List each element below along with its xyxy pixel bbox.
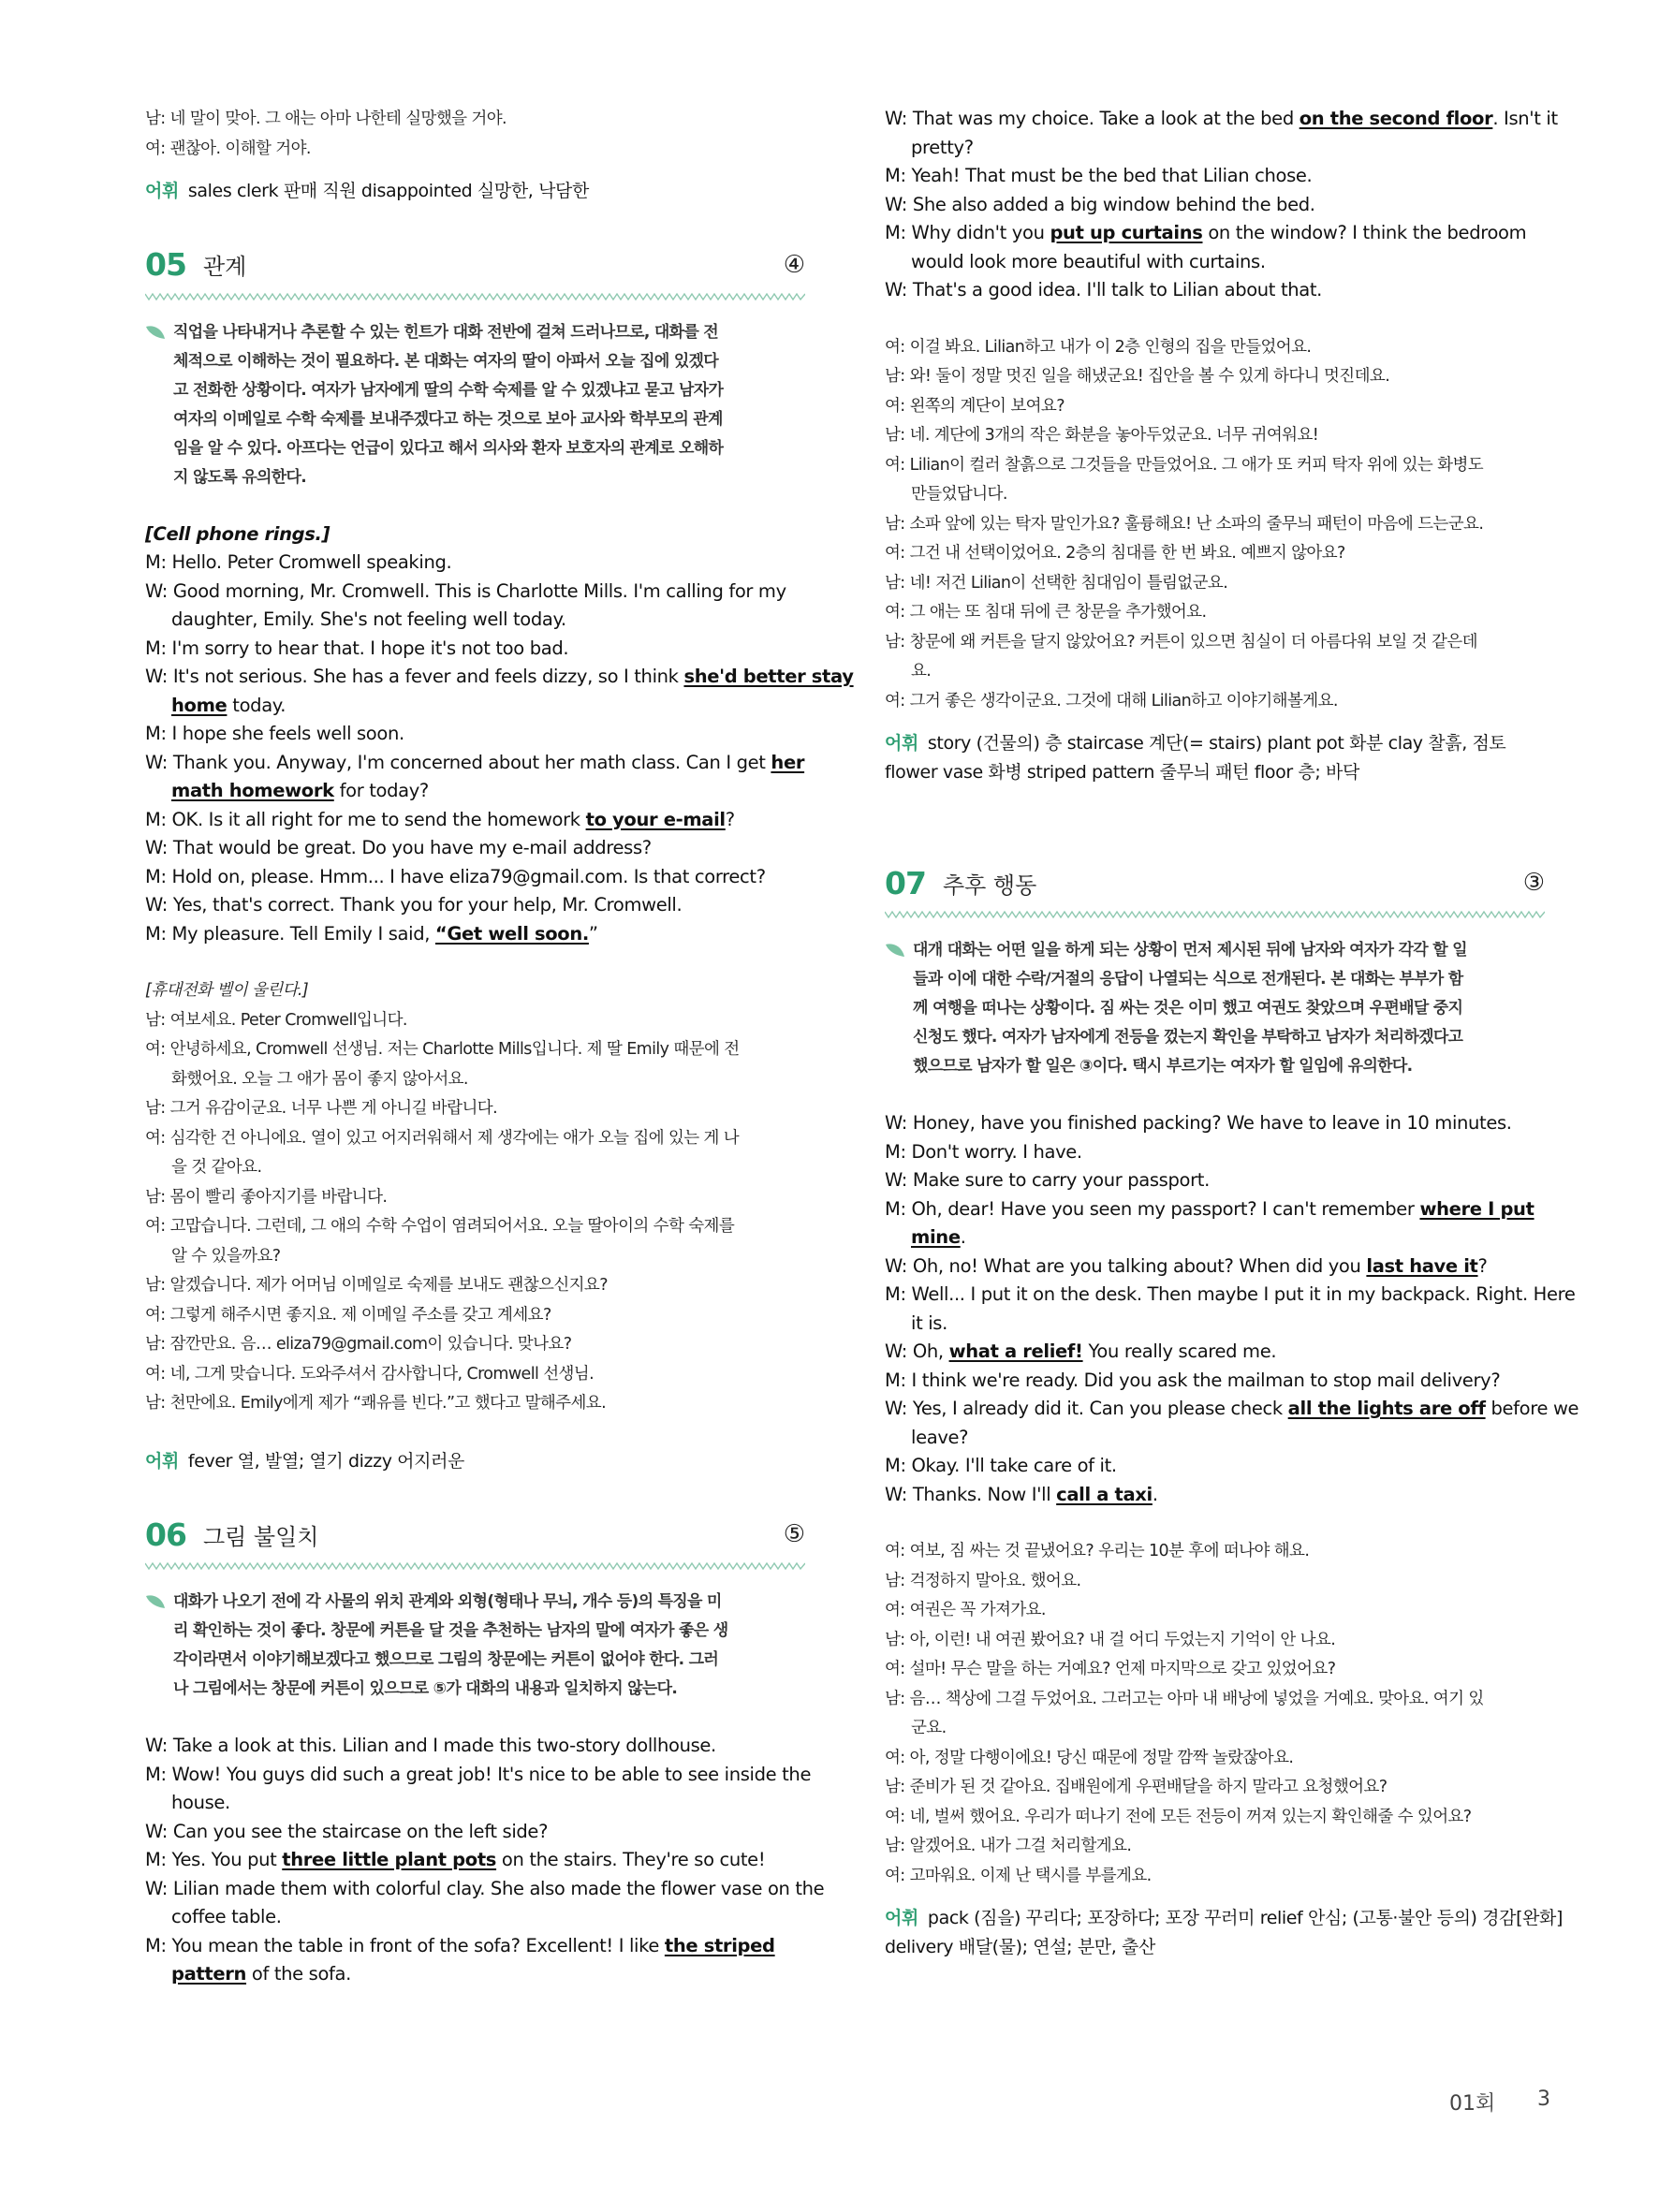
dialogue-kr-line: 남: 알겠습니다. 제가 어머님 이메일로 숙제를 보내도 괜찮으신지요? [145, 1276, 608, 1295]
dialogue-line: would look more beautiful with curtains. [911, 250, 1266, 272]
dialogue-line [885, 1195, 1545, 1224]
dialogue-kr-line: 여: 설마! 무슨 말을 하는 거예요? 언제 마지막으로 갖고 있었어요? [885, 1660, 1336, 1678]
vocab-box [885, 1904, 1564, 1933]
dialogue-text: ? [1477, 1254, 1488, 1277]
dialogue-kr-line: 여: 왼쪽의 계단이 보여요? [885, 396, 1065, 416]
hint-box [885, 936, 1545, 1081]
dialogue-line: M: Hello. Peter Cromwell speaking. [145, 551, 452, 573]
dialogue-text: of the sofa. [246, 1963, 351, 1985]
dialogue-line [145, 806, 805, 835]
answer-phrase: home [171, 694, 228, 716]
dialogue-kr-line: 여: 안녕하세요, Cromwell 선생님. 저는 Charlotte Mills입니다. 제 딸 Emily 때문에 전 [145, 1040, 740, 1059]
episode-label: 01회 [1449, 2092, 1496, 2116]
section-title: 관계 [202, 254, 247, 280]
dialogue-kr-line: 남: 네 말이 맞아. 그 애는 아마 나한테 실망했을 거야. [145, 110, 507, 128]
dialogue-kr-line: 남: 아, 이런! 내 여권 봤어요? 내 걸 어디 두었는지 기억이 안 나요. [885, 1630, 1336, 1649]
dialogue-text: W: Thanks. Now I'll [885, 1483, 1057, 1505]
hint-line: 고 전화한 상황이다. 여자가 남자에게 딸의 수학 숙제를 알 수 있겠냐고 묻고 남자가 [173, 380, 724, 400]
dialogue-text: M: Yes. You put [145, 1849, 283, 1870]
dialogue-line: it is. [911, 1311, 947, 1334]
dialogue-kr-line: 남: 몸이 빨리 좋아지기를 바랍니다. [145, 1187, 388, 1207]
answer-mark: ④ [783, 250, 805, 279]
dialogue-text: before we [1485, 1398, 1579, 1419]
dialogue-line: leave? [911, 1426, 969, 1448]
hint-line: 들과 이에 대한 수락/거절의 응답이 나열되는 식으로 전개된다. 본 대화는 부부가 함 [913, 970, 1463, 989]
dialogue-line: pretty? [911, 136, 974, 158]
vocab-box [145, 1447, 805, 1476]
hint-line: 대화가 나오기 전에 각 사물의 위치 관계와 외형(형태나 무늬, 개수 등)의 특징을 미 [173, 1592, 722, 1611]
answer-phrase: where I put [1419, 1197, 1534, 1220]
answer-phrase: what a relief! [948, 1340, 1083, 1362]
vocab-text: pack (짐을) 꾸리다; 포장하다; 포장 꾸러미 relief 안심; (고통·불안 등의) 경감[완화] [927, 1908, 1564, 1928]
answer-phrase: to your e-mail [585, 808, 726, 830]
stage-direction-kr: [휴대전화 벨이 울린다.] [145, 981, 309, 1000]
section-header-05 [145, 243, 805, 286]
dialogue-text: M: Why didn't you [885, 222, 1050, 243]
answer-phrase: her [771, 751, 805, 773]
dialogue-line [145, 920, 805, 949]
hint-box [145, 1588, 805, 1704]
dialogue-text: . [1152, 1483, 1158, 1505]
dialogue-kr-line: 남: 천만에요. Emily에게 제가 “쾌유를 빈다.”고 했다고 말해주세요. [145, 1394, 607, 1413]
leaf-icon [145, 1593, 166, 1610]
dialogue-text: M: OK. Is it all right for me to send the homework [145, 808, 586, 830]
answer-phrase: three little plant pots [282, 1849, 497, 1870]
dialogue-kr-line: 화했어요. 오늘 그 애가 몸이 좋지 않아서요. [171, 1069, 468, 1089]
dialogue-kr-line: 여: 여보, 짐 싸는 것 끝냈어요? 우리는 10분 후에 떠나야 해요. [885, 1542, 1310, 1560]
dialogue-kr-line: 여: 그거 좋은 생각이군요. 그것에 대해 Lilian하고 이야기해볼게요. [885, 691, 1338, 710]
dialogue-line: M: I'm sorry to hear that. I hope it's not too bad. [145, 637, 569, 659]
leaf-icon [145, 324, 166, 341]
dialogue-line: W: Honey, have you finished packing? We have to leave in 10 minutes. [885, 1112, 1512, 1134]
dialogue-kr-line: 여: 네, 벌써 했어요. 우리가 떠나기 전에 모든 전등이 꺼져 있는지 확인해줄 수 있어요? [885, 1807, 1472, 1826]
answer-phrase: pattern [171, 1963, 247, 1985]
hint-line: 여자의 이메일로 수학 숙제를 보내주겠다고 하는 것으로 보아 교사와 학부모의 관계 [173, 409, 723, 429]
dialogue-kr-line: 남: 와! 둘이 정말 멋진 일을 해냈군요! 집안을 볼 수 있게 하다니 멋진데요. [885, 367, 1390, 386]
zigzag-divider [145, 1561, 805, 1571]
right-column [885, 105, 1579, 1961]
answer-phrase: the striped [664, 1934, 775, 1956]
dialogue-line: W: Good morning, Mr. Cromwell. This is Charlotte Mills. I'm calling for my [145, 579, 786, 602]
dialogue-text: on the window? I think the bedroom [1202, 222, 1527, 243]
dialogue-line: coffee table. [171, 1906, 282, 1927]
hint-box [145, 318, 805, 492]
dialogue-text: W: Oh, no! What are you talking about? When did you [885, 1254, 1367, 1277]
answer-mark: ⑤ [783, 1520, 805, 1548]
dialogue-kr-line: 만들었답니다. [911, 485, 1007, 504]
hint-line: 체적으로 이해하는 것이 필요하다. 본 대화는 여자의 딸이 아파서 오늘 집에 있겠다 [173, 351, 718, 371]
dialogue-line [885, 219, 1545, 248]
dialogue-kr-line: 남: 창문에 왜 커튼을 달지 않았어요? 커튼이 있으면 침실이 더 아름다워 보일 것 같은데 [885, 632, 1477, 652]
dialogue-line: M: Wow! You guys did such a great job! It's nice to be able to see inside the [145, 1763, 812, 1785]
vocab-label: 어휘 [885, 733, 918, 754]
vocab-label: 어휘 [145, 181, 179, 201]
dialogue-kr-line: 남: 음… 책상에 그걸 두었어요. 그러고는 아마 내 배낭에 넣었을 거예요. 맞아요. 여기 있 [885, 1689, 1484, 1708]
zigzag-divider [885, 910, 1545, 919]
page-number: 3 [1537, 2087, 1550, 2111]
hint-line: 대개 대화는 어떤 일을 하게 되는 상황이 먼저 제시된 뒤에 남자와 여자가 각각 할 일 [913, 941, 1467, 960]
dialogue-line: W: Make sure to carry your passport. [885, 1169, 1210, 1191]
vocab-text: story (건물의) 층 staircase 계단(= stairs) plant pot 화분 clay 찰흙, 점토 [927, 733, 1506, 754]
dialogue-text: . Isn't it [1492, 108, 1558, 129]
dialogue-line [885, 1338, 1545, 1367]
dialogue-text: You really scared me. [1082, 1340, 1277, 1362]
vocab-text: fever 열, 발열; 열기 dizzy 어지러운 [187, 1450, 465, 1472]
left-column [145, 105, 854, 1989]
dialogue-kr-line: 남: 여보세요. Peter Cromwell입니다. [145, 1010, 407, 1030]
leaf-icon [885, 942, 905, 959]
dialogue-line: M: Hold on, please. Hmm... I have eliza79@gmail.com. Is that correct? [145, 865, 766, 887]
dialogue-line [145, 663, 854, 692]
dialogue-line [885, 1223, 1545, 1252]
dialogue-text: W: Yes, I already did it. Can you please check [885, 1398, 1288, 1419]
hint-line: 나 그림에서는 창문에 커튼이 있으므로 ⑤가 대화의 내용과 일치하지 않는다. [173, 1679, 678, 1698]
hint-line: 임을 알 수 있다. 아프다는 언급이 있다고 해서 의사와 환자 보호자의 관계로 오해하 [173, 438, 724, 458]
dialogue-line: M: I hope she feels well soon. [145, 723, 404, 744]
dialogue-text: W: Oh, [885, 1340, 949, 1362]
dialogue-line: house. [171, 1792, 230, 1813]
dialogue-line: W: Take a look at this. Lilian and I made this two-story dollhouse. [145, 1735, 716, 1756]
section-title: 그림 불일치 [202, 1523, 319, 1550]
section-header-06 [145, 1513, 805, 1556]
dialogue-text: M: Oh, dear! Have you seen my passport? I can't remember [885, 1197, 1420, 1220]
section-number: 06 [145, 1516, 186, 1553]
dialogue-kr-line: 요. [911, 662, 932, 681]
dialogue-kr-line: 군요. [911, 1719, 947, 1737]
dialogue-kr-line: 남: 걱정하지 말아요. 했어요. [885, 1571, 1081, 1590]
dialogue-line [145, 1932, 805, 1961]
answer-phrase: mine [911, 1226, 961, 1248]
vocab-text: flower vase 화병 striped pattern 줄무늬 패턴 floor 층; 바닥 [885, 761, 1359, 783]
dialogue-line: W: Can you see the staircase on the left side? [145, 1820, 549, 1842]
dialogue-kr-line: 알 수 있을까요? [171, 1246, 281, 1266]
answer-phrase: put up curtains [1050, 222, 1203, 243]
stage-direction: [Cell phone rings.] [145, 522, 330, 545]
dialogue-line: M: Okay. I'll take care of it. [885, 1455, 1117, 1476]
dialogue-line [885, 1252, 1545, 1282]
dialogue-line: M: I think we're ready. Did you ask the mailman to stop mail delivery? [885, 1369, 1501, 1391]
dialogue-text: ” [588, 922, 598, 945]
dialogue-line [145, 692, 805, 721]
answer-mark: ③ [1522, 869, 1545, 897]
dialogue-text: M: You mean the table in front of the sofa? Excellent! I like [145, 1934, 665, 1956]
section-number: 05 [145, 246, 186, 283]
answer-phrase: all the lights are off [1287, 1398, 1486, 1419]
answer-phrase: she'd better stay [683, 666, 854, 687]
dialogue-text: . [960, 1226, 966, 1248]
hint-line: 리 확인하는 것이 좋다. 창문에 커튼을 달 것을 추천하는 남자의 말에 여자가 좋은 생 [173, 1621, 728, 1640]
dialogue-kr-line: 남: 소파 앞에 있는 탁자 말인가요? 훌륭해요! 난 소파의 줄무늬 패턴이 마음에 드는군요. [885, 514, 1484, 534]
dialogue-line [145, 777, 805, 806]
dialogue-kr-line: 남: 네. 계단에 3개의 작은 화분을 놓아두었군요. 너무 귀여워요! [885, 426, 1319, 445]
hint-line: 각이라면서 이야기해보겠다고 했으므로 그림의 창문에는 커튼이 없어야 한다. 그러 [173, 1650, 719, 1669]
dialogue-kr-line: 여: 그렇게 해주시면 좋지요. 제 이메일 주소를 갖고 계세요? [145, 1305, 551, 1325]
dialogue-line: daughter, Emily. She's not feeling well today. [171, 608, 566, 630]
dialogue-line [145, 749, 805, 778]
vocab-label: 어휘 [885, 1908, 918, 1928]
hint-line: 지 않도록 유의한다. [173, 467, 306, 487]
dialogue-kr-line: 여: Lilian이 컬러 찰흙으로 그것들을 만들었어요. 그 애가 또 커피 탁자 위에 있는 화병도 [885, 455, 1484, 475]
hint-line: 직업을 나타내거나 추론할 수 있는 힌트가 대화 전반에 걸쳐 드러나므로, 대화를 전 [173, 322, 718, 342]
hint-line: 신청도 했다. 여자가 남자에게 전등을 껐는지 확인을 부탁하고 남자가 처리하겠다고 [913, 1028, 1463, 1047]
dialogue-kr-line: 여: 괜찮아. 이해할 거야. [145, 139, 311, 158]
dialogue-line [885, 1481, 1545, 1510]
dialogue-kr-line: 남: 준비가 된 것 같아요. 집배원에게 우편배달을 하지 말라고 요청했어요? [885, 1778, 1388, 1796]
dialogue-text: on the stairs. They're so cute! [496, 1849, 766, 1870]
dialogue-line: W: That would be great. Do you have my e-mail address? [145, 837, 652, 858]
dialogue-line [145, 1846, 805, 1875]
dialogue-kr-line: 남: 알겠어요. 내가 그걸 처리할게요. [885, 1837, 1132, 1855]
dialogue-line: M: Yeah! That must be the bed that Lilian chose. [885, 165, 1313, 186]
dialogue-line: W: That's a good idea. I'll talk to Lilian about that. [885, 279, 1323, 300]
dialogue-kr-line: 여: 그 애는 또 침대 뒤에 큰 창문을 추가했어요. [885, 603, 1207, 622]
dialogue-kr-line: 남: 잠깐만요. 음… eliza79@gmail.com이 있습니다. 맞나요? [145, 1335, 572, 1354]
vocab-label: 어휘 [145, 1450, 179, 1472]
vocab-box [885, 729, 1545, 758]
dialogue-text: M: My pleasure. Tell Emily I said, [145, 922, 435, 945]
hint-line: 께 여행을 떠나는 상황이다. 짐 싸는 것은 이미 했고 여권도 찾았으며 우편배달 중지 [913, 999, 1463, 1018]
hint-line: 했으므로 남자가 할 일은 ③이다. 택시 부르기는 여자가 할 일임에 유의한다. [913, 1057, 1413, 1076]
dialogue-text: W: It's not serious. She has a fever and feels dizzy, so I think [145, 666, 684, 687]
dialogue-kr-line: 남: 그거 유감이군요. 너무 나쁜 게 아니길 바랍니다. [145, 1099, 498, 1118]
dialogue-line: W: Lilian made them with colorful clay. She also made the flower vase on the [145, 1877, 825, 1899]
section-title: 추후 행동 [942, 872, 1037, 899]
vocab-text: delivery 배달(물); 연설; 분만, 출산 [885, 1936, 1155, 1957]
dialogue-text: today. [227, 694, 286, 716]
zigzag-divider [145, 292, 805, 301]
vocab-box [145, 177, 805, 206]
dialogue-kr-line: 여: 고맙습니다. 그런데, 그 애의 수학 수업이 염려되어서요. 오늘 딸아이의 수학 숙제를 [145, 1217, 735, 1236]
section-number: 07 [885, 864, 926, 901]
dialogue-line: M: Well... I put it on the desk. Then maybe I put it in my backpack. Right. Here [885, 1283, 1576, 1305]
dialogue-line [885, 105, 1558, 134]
dialogue-kr-line: 여: 심각한 건 아니에요. 열이 있고 어지러워해서 제 생각에는 애가 오늘 집에 있는 게 나 [145, 1128, 740, 1148]
section-header-07 [885, 861, 1545, 904]
answer-phrase: math homework [171, 780, 334, 801]
dialogue-line [145, 1960, 805, 1989]
dialogue-kr-line: 을 것 같아요. [171, 1158, 262, 1177]
dialogue-line: M: Don't worry. I have. [885, 1140, 1082, 1163]
dialogue-line: W: She also added a big window behind the bed. [885, 193, 1315, 215]
dialogue-kr-line: 여: 아, 정말 다행이에요! 당신 때문에 정말 깜짝 놀랐잖아요. [885, 1748, 1294, 1767]
answer-phrase: “Get well soon. [434, 922, 589, 945]
dialogue-line: W: Yes, that's correct. Thank you for your help, Mr. Cromwell. [145, 894, 683, 916]
dialogue-text: ? [725, 808, 735, 830]
dialogue-text: W: Thank you. Anyway, I'm concerned about her math class. Can I get [145, 751, 771, 773]
dialogue-text: W: That was my choice. Take a look at the bed [885, 108, 1300, 129]
dialogue-kr-line: 여: 네, 그게 맞습니다. 도와주셔서 감사합니다, Cromwell 선생님. [145, 1364, 595, 1384]
dialogue-kr-line: 여: 그건 내 선택이었어요. 2층의 침대를 한 번 봐요. 예쁘지 않아요? [885, 544, 1345, 563]
dialogue-kr-line: 여: 여권은 꼭 가져가요. [885, 1601, 1046, 1619]
dialogue-line [885, 1395, 1579, 1424]
dialogue-text: for today? [333, 780, 429, 801]
vocab-text: sales clerk 판매 직원 disappointed 실망한, 낙담한 [187, 181, 589, 201]
dialogue-kr-line: 남: 네! 저건 Lilian이 선택한 침대임이 틀림없군요. [885, 573, 1228, 593]
answer-phrase: on the second floor [1299, 108, 1493, 129]
answer-phrase: last have it [1366, 1254, 1478, 1277]
answer-phrase: call a taxi [1056, 1483, 1153, 1505]
dialogue-kr-line: 여: 고마워요. 이제 난 택시를 부를게요. [885, 1866, 1152, 1885]
dialogue-kr-line: 여: 이걸 봐요. Lilian하고 내가 이 2층 인형의 집을 만들었어요. [885, 337, 1312, 357]
